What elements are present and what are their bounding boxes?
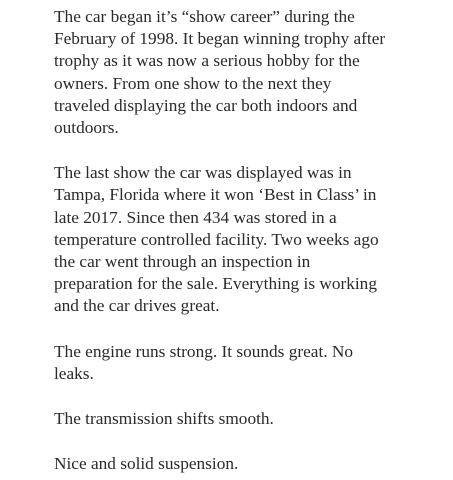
text-line: The car began it’s “show career” during the xyxy=(54,7,355,26)
text-line: preparation for the sale. Everything is working xyxy=(54,274,377,294)
text-line: The last show the car was displayed was in xyxy=(54,163,352,183)
text-line: trophy as it was now a serious hobby for the xyxy=(54,51,360,71)
paragraph-engine xyxy=(54,341,443,385)
paragraph-transmission xyxy=(54,408,443,430)
text-line: The engine runs strong. It sounds great. No xyxy=(54,341,354,361)
text-line: The transmission shifts smooth. xyxy=(54,409,274,429)
text-line: Tampa, Florida where it won ‘Best in Class’ in xyxy=(54,185,377,205)
text-line: traveled displaying the car both indoors and xyxy=(54,95,358,115)
paragraph-last-show xyxy=(54,162,443,317)
text-line: February of 1998. It began winning trophy after xyxy=(54,29,386,49)
text-line: temperature controlled facility. Two weeks ago xyxy=(54,229,379,249)
text-line: the car went through an inspection in xyxy=(54,252,311,272)
text-line: leaks. xyxy=(54,363,94,383)
text-line: Nice and solid suspension. xyxy=(54,454,239,474)
paragraph-show-career xyxy=(54,6,443,139)
paragraph-suspension xyxy=(54,453,443,475)
text-line: outdoors. xyxy=(54,118,119,138)
text-line: owners. From one show to the next they xyxy=(54,73,332,93)
text-line: and the car drives great. xyxy=(54,296,220,316)
text-line: late 2017. Since then 434 was stored in a xyxy=(54,207,337,227)
